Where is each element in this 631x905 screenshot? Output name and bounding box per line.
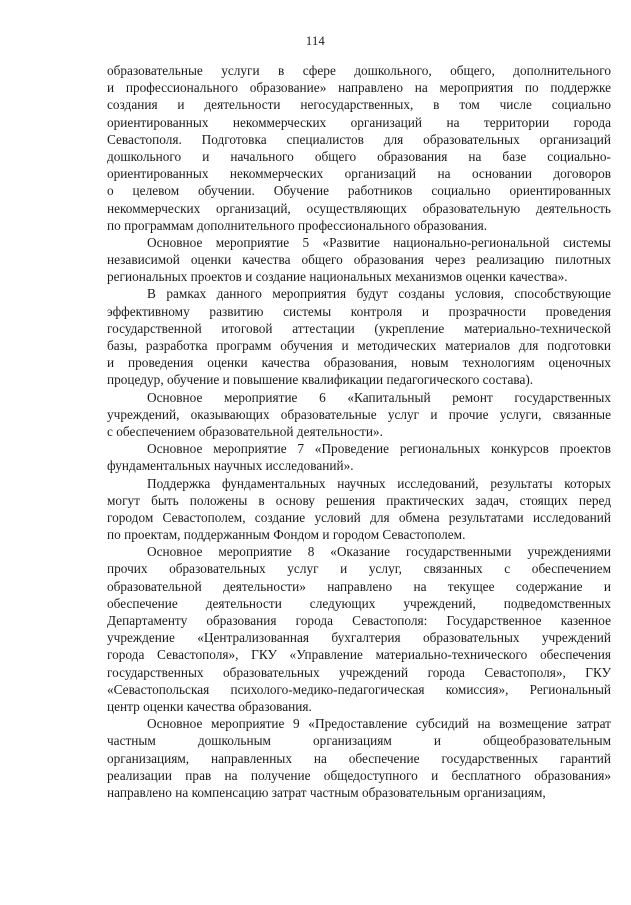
text-line: некоммерческих организаций, осуществляющих образовательную деятельность (107, 200, 611, 216)
text-line: независимой оценки качества общего образования через реализацию пилотных (107, 252, 611, 268)
text-line: процедур, обучение и повышение квалификации педагогического состава). (107, 372, 534, 388)
text-line: Поддержка фундаментальных научных исследований, результаты которых (147, 475, 611, 491)
text-line: базы, разработка программ обучения и методических материалов для подготовки (107, 338, 611, 353)
text-line: ориентированных некоммерческих организаций на основании договоров (107, 166, 611, 182)
paragraph (107, 234, 611, 286)
paragraph (107, 62, 611, 234)
text-line: дошкольного и начального общего образования на базе социально- (107, 148, 611, 164)
text-line: городом Севастополем, создание условий для обмена результатами исследований (107, 509, 611, 525)
text-line: по программам дополнительного профессионального образования. (107, 217, 488, 233)
document-body (107, 62, 611, 801)
text-line: организациям, направленных на обеспечение государственных гарантий (107, 750, 611, 766)
paragraph (107, 475, 611, 544)
text-line: направлено на компенсацию затрат частным образовательным организациям, (107, 784, 546, 800)
text-line: могут быть положены в основу решения практических задач, стоящих перед (107, 492, 611, 508)
paragraph (107, 543, 611, 715)
text-line: «Севастопольская психолого-медико-педагогическая комиссия», Региональный (107, 681, 611, 697)
text-line: Севастополя. Подготовка специалистов для образовательных организаций (107, 131, 611, 147)
text-line: образовательные услуги в сфере дошкольного, общего, дополнительного (107, 63, 611, 78)
text-line: Основное мероприятие 7 «Проведение региональных конкурсов проектов (147, 441, 611, 457)
text-line: эффективному развитию системы контроля и прозрачности проведения (107, 303, 611, 319)
text-line: государственных образовательных учреждений города Севастополя», ГКУ (107, 664, 611, 680)
text-line: и проведения оценки качества образования, новым технологиям оценочных (107, 355, 611, 371)
page-number: 114 (305, 34, 326, 48)
text-line: фундаментальных научных исследований». (107, 458, 354, 474)
text-line: реализации прав на получение общедоступного и бесплатного образования» (107, 767, 611, 783)
paragraph (107, 285, 611, 388)
text-line: о целевом обучении. Обучение работников социально ориентированных (107, 183, 611, 199)
text-line: обеспечение деятельности следующих учреждений, подведомственных (107, 595, 611, 611)
text-line: Департаменту образования города Севастополя: Государственное казенное (107, 613, 611, 628)
text-line: государственной итоговой аттестации (укрепление материально-технической (107, 320, 611, 336)
text-line: прочих образовательных услуг и услуг, связанных с обеспечением (107, 561, 611, 577)
text-line: учреждение «Централизованная бухгалтерия образовательных учреждений (107, 630, 611, 646)
text-line: Основное мероприятие 8 «Оказание государственными учреждениями (147, 544, 611, 560)
text-line: и профессионального образование» направлено на мероприятия по поддержке (107, 80, 611, 96)
text-line: Основное мероприятие 9 «Предоставление субсидий на возмещение затрат (147, 716, 611, 732)
text-line: учреждений, оказывающих образовательные услуг и прочие услуги, связанные (107, 406, 611, 422)
paragraph (107, 715, 611, 801)
text-line: В рамках данного мероприятия будут созданы условия, способствующие (147, 286, 611, 302)
text-line: по проектам, поддержанным Фондом и городом Севастополем. (107, 527, 466, 543)
text-line: города Севастополя», ГКУ «Управление материально-технического обеспечения (107, 647, 611, 663)
text-line: региональных проектов и создание национальных механизмов оценки качества». (107, 269, 568, 285)
text-line: образовательной деятельности» направлено на текущее содержание и (107, 578, 611, 594)
text-line: с обеспечением образовательной деятельности». (107, 423, 383, 439)
text-line: ориентированных некоммерческих организаций на территории города (107, 114, 611, 130)
text-line: частным дошкольным организациям и общеобразовательным (107, 733, 611, 749)
text-line: Основное мероприятие 6 «Капитальный ремонт государственных (147, 389, 611, 405)
paragraph (107, 440, 611, 474)
text-line: создания и деятельности негосударственных, в том числе социально (107, 97, 611, 113)
text-line: Основное мероприятие 5 «Развитие национально-региональной системы (147, 234, 611, 250)
paragraph (107, 389, 611, 441)
text-line: центр оценки качества образования. (107, 698, 312, 714)
